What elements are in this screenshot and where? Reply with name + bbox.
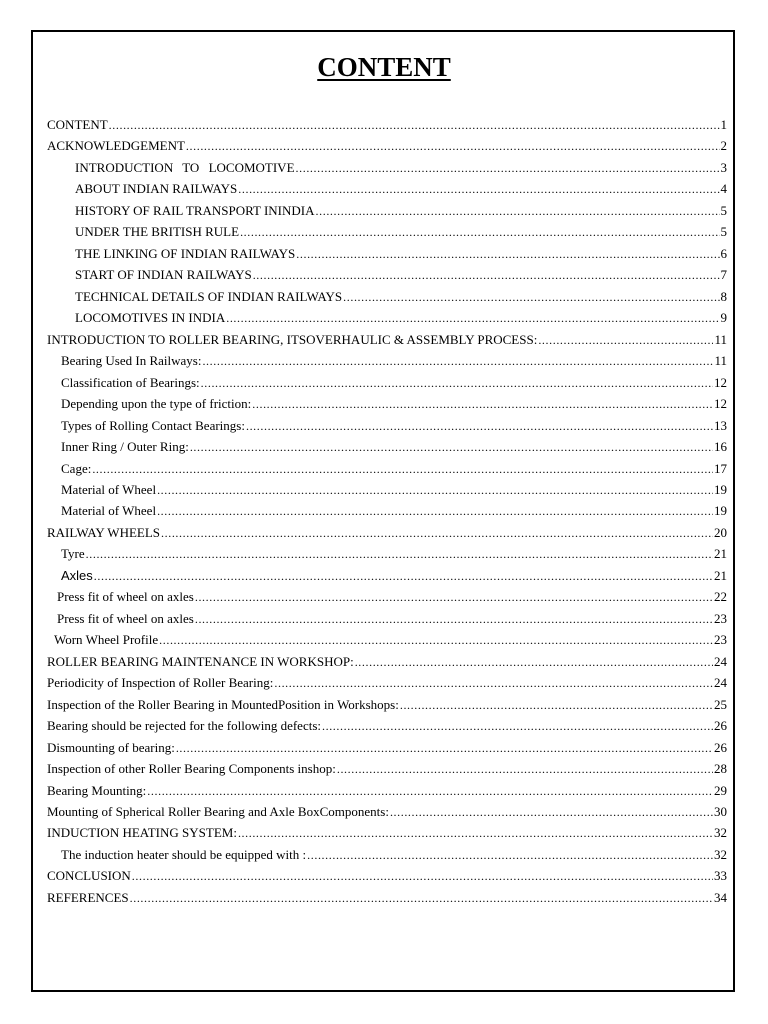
- toc-entry-label: LOCOMOTIVES IN INDIA: [75, 310, 226, 326]
- toc-entry-label: Bearing Mounting:: [47, 782, 147, 798]
- toc-entry-page-number: 28: [714, 761, 727, 777]
- toc-dot-leader: [274, 673, 713, 694]
- toc-dot-leader: [147, 781, 713, 802]
- toc-entry-page-number: 26: [714, 739, 727, 755]
- toc-entry[interactable]: [0, 114, 768, 135]
- toc-entry-page-number: 19: [714, 481, 727, 497]
- toc-dot-leader: [307, 845, 713, 866]
- toc-entry-page-number: 25: [714, 696, 727, 712]
- toc-entry[interactable]: [0, 264, 768, 285]
- toc-entry-label: CONCLUSION: [47, 868, 131, 884]
- toc-entry[interactable]: [0, 608, 768, 629]
- toc-entry-page-number: 5: [720, 224, 727, 240]
- toc-dot-leader: [132, 866, 713, 887]
- toc-dot-leader: [92, 459, 713, 480]
- toc-dot-leader: [343, 287, 719, 308]
- toc-entry[interactable]: [0, 415, 768, 436]
- toc-entry[interactable]: [0, 135, 768, 156]
- toc-entry[interactable]: [0, 243, 768, 264]
- toc-entry[interactable]: [0, 565, 768, 586]
- toc-dot-leader: [322, 716, 713, 737]
- toc-entry-page-number: 32: [714, 846, 727, 862]
- toc-entry-page-number: 16: [714, 439, 727, 455]
- toc-entry-page-number: 24: [714, 653, 727, 669]
- toc-dot-leader: [400, 695, 713, 716]
- toc-entry-label: Axles: [61, 567, 93, 583]
- toc-entry[interactable]: [0, 887, 768, 908]
- toc-dot-leader: [109, 115, 720, 136]
- toc-entry-label: Bearing should be rejected for the following defects:: [47, 718, 321, 734]
- toc-entry-label: Periodicity of Inspection of Roller Bearing:: [47, 675, 274, 691]
- toc-dot-leader: [176, 738, 713, 759]
- toc-entry[interactable]: [0, 629, 768, 650]
- toc-entry[interactable]: [0, 372, 768, 393]
- toc-entry[interactable]: [0, 157, 768, 178]
- toc-entry[interactable]: [0, 651, 768, 672]
- toc-entry-page-number: 24: [714, 675, 727, 691]
- toc-dot-leader: [130, 888, 713, 909]
- page-title: CONTENT: [317, 52, 451, 82]
- table-of-contents: [0, 114, 768, 908]
- toc-entry-page-number: 21: [714, 546, 727, 562]
- toc-entry-page-number: 1: [720, 117, 727, 132]
- toc-entry-label: Material of Wheel: [61, 481, 157, 497]
- toc-entry-label: Mounting of Spherical Roller Bearing and Axle BoxComponents:: [47, 804, 389, 819]
- toc-dot-leader: [195, 609, 713, 630]
- toc-entry-label: UNDER THE BRITISH RULE: [75, 224, 240, 240]
- toc-entry-page-number: 21: [714, 567, 727, 583]
- toc-entry-page-number: 23: [714, 632, 727, 648]
- toc-dot-leader: [86, 544, 713, 565]
- toc-dot-leader: [201, 373, 713, 394]
- toc-entry[interactable]: [0, 543, 768, 564]
- toc-dot-leader: [159, 630, 713, 651]
- toc-entry[interactable]: [0, 329, 768, 350]
- toc-entry-page-number: 20: [714, 524, 727, 540]
- toc-entry-label: ROLLER BEARING MAINTENANCE IN WORKSHOP:: [47, 653, 354, 669]
- toc-entry-page-number: 17: [714, 460, 727, 476]
- toc-dot-leader: [195, 587, 713, 608]
- toc-entry-label: Dismounting of bearing:: [47, 739, 175, 755]
- toc-entry-label: Press fit of wheel on axles: [57, 589, 194, 605]
- toc-entry-page-number: 29: [714, 782, 727, 798]
- toc-entry[interactable]: [0, 672, 768, 693]
- toc-entry-label: Cage:: [61, 460, 92, 476]
- toc-entry-page-number: 12: [714, 396, 727, 412]
- toc-dot-leader: [253, 265, 720, 286]
- toc-entry[interactable]: [0, 221, 768, 242]
- toc-entry-label: The induction heater should be equipped with :: [61, 846, 307, 862]
- toc-entry[interactable]: [0, 350, 768, 371]
- toc-dot-leader: [296, 158, 720, 179]
- toc-entry-label: Classification of Bearings:: [61, 374, 200, 390]
- toc-dot-leader: [355, 652, 713, 673]
- toc-entry[interactable]: [0, 522, 768, 543]
- toc-dot-leader: [240, 222, 719, 243]
- toc-entry-label: HISTORY OF RAIL TRANSPORT ININDIA: [75, 202, 315, 218]
- toc-entry-label: Inspection of the Roller Bearing in MountedPosition in Workshops:: [47, 696, 399, 712]
- toc-entry-label: CONTENT: [47, 117, 108, 132]
- toc-dot-leader: [94, 566, 713, 587]
- toc-entry-page-number: 5: [720, 202, 727, 218]
- toc-entry-label: START OF INDIAN RAILWAYS: [75, 267, 252, 283]
- toc-entry-page-number: 13: [714, 417, 727, 433]
- toc-entry-label: RAILWAY WHEELS: [47, 524, 161, 540]
- toc-dot-leader: [190, 437, 713, 458]
- toc-entry-label: Depending upon the type of friction:: [61, 396, 252, 412]
- toc-dot-leader: [238, 179, 719, 200]
- toc-entry[interactable]: [0, 844, 768, 865]
- toc-entry-label: Types of Rolling Contact Bearings:: [61, 417, 245, 433]
- toc-entry-label: ABOUT INDIAN RAILWAYS: [75, 181, 238, 197]
- toc-dot-leader: [246, 416, 713, 437]
- toc-entry-label: INDUCTION HEATING SYSTEM:: [47, 825, 237, 841]
- toc-entry[interactable]: [0, 694, 768, 715]
- toc-entry-label: Inspection of other Roller Bearing Components inshop:: [47, 761, 336, 777]
- toc-entry-label: Material of Wheel: [61, 503, 157, 519]
- toc-entry-label: Press fit of wheel on axles: [57, 610, 194, 626]
- toc-entry-page-number: 6: [720, 245, 727, 261]
- toc-dot-leader: [157, 501, 713, 522]
- toc-entry[interactable]: [0, 758, 768, 779]
- toc-entry[interactable]: [0, 801, 768, 822]
- toc-entry-label: REFERENCES: [47, 889, 129, 905]
- toc-entry[interactable]: [0, 200, 768, 221]
- toc-dot-leader: [202, 351, 713, 372]
- toc-entry[interactable]: [0, 865, 768, 886]
- toc-entry-page-number: 30: [714, 804, 727, 819]
- toc-entry-page-number: 23: [714, 610, 727, 626]
- toc-entry[interactable]: [0, 307, 768, 328]
- toc-entry[interactable]: [0, 436, 768, 457]
- toc-entry[interactable]: [0, 715, 768, 736]
- toc-entry-page-number: 4: [720, 181, 727, 197]
- toc-entry[interactable]: [0, 500, 768, 521]
- toc-entry-label: Bearing Used In Railways:: [61, 353, 202, 369]
- toc-entry-page-number: 8: [720, 288, 727, 304]
- toc-entry[interactable]: [0, 737, 768, 758]
- toc-entry-page-number: 33: [714, 868, 727, 884]
- toc-dot-leader: [316, 201, 720, 222]
- toc-entry-label: INTRODUCTION TO ROLLER BEARING, ITSOVERHAULIC & ASSEMBLY PROCESS:: [47, 331, 538, 347]
- toc-entry-page-number: 11: [714, 353, 727, 369]
- toc-entry-label: TECHNICAL DETAILS OF INDIAN RAILWAYS: [75, 288, 343, 304]
- toc-dot-leader: [538, 330, 713, 351]
- toc-entry[interactable]: [0, 586, 768, 607]
- toc-entry[interactable]: [0, 393, 768, 414]
- toc-entry-page-number: 19: [714, 503, 727, 519]
- toc-entry-label: Worn Wheel Profile: [54, 632, 159, 648]
- toc-entry[interactable]: [0, 780, 768, 801]
- toc-dot-leader: [337, 759, 713, 780]
- toc-entry-page-number: 2: [720, 138, 727, 154]
- toc-entry-label: Tyre: [61, 546, 85, 562]
- toc-entry-label: INTRODUCTION TO LOCOMOTIVE: [75, 159, 295, 175]
- toc-dot-leader: [186, 136, 720, 157]
- toc-dot-leader: [157, 480, 713, 501]
- toc-entry-page-number: 3: [720, 159, 727, 175]
- toc-dot-leader: [226, 308, 719, 329]
- toc-entry-page-number: 34: [714, 889, 727, 905]
- toc-entry-page-number: 9: [720, 310, 727, 326]
- toc-entry[interactable]: [0, 822, 768, 843]
- toc-dot-leader: [252, 394, 713, 415]
- toc-entry[interactable]: [0, 178, 768, 199]
- toc-dot-leader: [238, 823, 713, 844]
- toc-entry[interactable]: [0, 286, 768, 307]
- toc-entry-label: Inner Ring / Outer Ring:: [61, 439, 189, 455]
- toc-entry-page-number: 26: [714, 718, 727, 734]
- toc-entry[interactable]: [0, 479, 768, 500]
- toc-dot-leader: [390, 802, 713, 823]
- toc-dot-leader: [296, 244, 719, 265]
- toc-entry-page-number: 12: [714, 374, 727, 390]
- toc-entry-label: THE LINKING OF INDIAN RAILWAYS: [75, 245, 296, 261]
- toc-entry-page-number: 22: [714, 589, 727, 605]
- toc-entry[interactable]: [0, 458, 768, 479]
- toc-entry-page-number: 32: [714, 825, 727, 841]
- toc-entry-label: ACKNOWLEDGEMENT: [47, 138, 185, 154]
- toc-entry-page-number: 11: [714, 331, 727, 347]
- toc-dot-leader: [161, 523, 713, 544]
- toc-entry-page-number: 7: [720, 267, 727, 283]
